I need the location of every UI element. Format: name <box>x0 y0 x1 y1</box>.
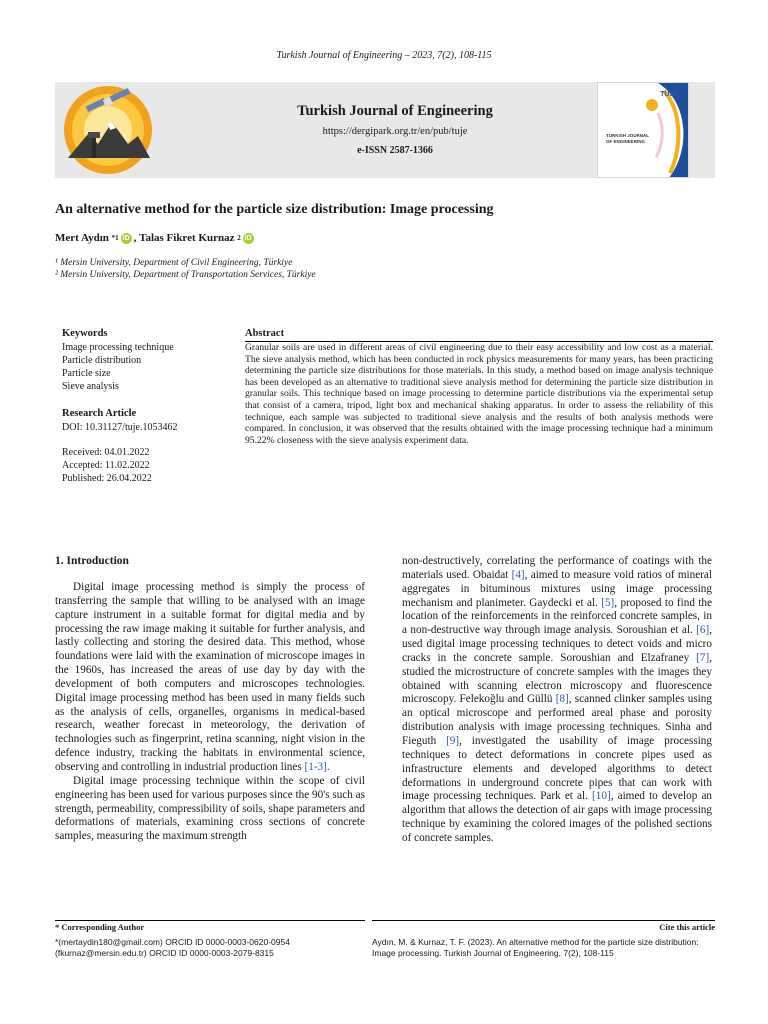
paragraph-text: , aimed to develop an algorithm that allows the detection of air gaps with image processing technique by examining the colored images of the polished sections of concrete samples. <box>402 790 713 844</box>
abstract-heading: Abstract <box>245 328 285 339</box>
citation-link[interactable]: [6] <box>696 624 710 637</box>
keyword-item: Particle size <box>62 368 111 379</box>
paragraph-text: Digital image processing method is simply the process of transferring the sample that willing to be analysed with an image capture instrument in a suitable format for digital media and by processing the raw image making it suitable for further analysis, and lastly collecting and storing the desired data. This method, whose foundations were laid with the examination of microscope images in the 1960s, has increased the areas of use day by day with the development of both computers and microscopes technologies. Digital image processing method has been used in many fields such as the analysis of cells, organelles, organisms in medical-based research, weather forecast in meteorology, the derivation of technologies such as fingerprint, retina scanning, night vision in the defence industry, tracking the habitats in environmental science, observing and controlling in industrial production lines <box>55 581 365 773</box>
author-name: Talas Fikret Kurnaz <box>139 232 235 244</box>
keyword-item: Particle distribution <box>62 355 142 366</box>
citation-link[interactable]: [4] <box>511 568 525 581</box>
citation-link[interactable]: [5] <box>601 596 615 609</box>
paragraph-text: , used digital image processing techniques to detect voids and micro cracks in the concrete sample. Soroushian and Elzafraney <box>402 624 712 664</box>
affiliation: ² Mersin University, Department of Transportation Services, Türkiye <box>55 270 316 280</box>
published-date: Published: 26.04.2022 <box>62 473 152 484</box>
abstract-text: Granular soils are used in different areas of civil engineering due to their easy accessibility and low cost as a material. The sieve analysis method, which has been conducted in rock physics measurements for many years, has been practicing determining the particle size distributions for those materials. In this study, a method based on image analysis technique has been developed as an alternative to traditional sieve analysis method for determining the particle size distribution in granular soils. This technique based on image processing to determine particle distributions via the experimental setup that consist of a camera, tripod, light box and mechanical shaking apparatus. In order to assess the reliability of this technique, each sample was subjected to traditional sieve analysis and the results of both analysis methods were compared. In conclusion, it was observed that the results obtained with the image processing technique had a minimum 95.22% closeness with the sieve analysis experiment data. <box>245 342 713 446</box>
keyword-item: Image processing technique <box>62 342 174 353</box>
cover-brand: TUJE <box>660 91 678 98</box>
affiliation: ¹ Mersin University, Department of Civil Engineering, Türkiye <box>55 258 293 268</box>
footnote-divider <box>55 920 365 921</box>
citation-link[interactable]: [10] <box>592 790 611 803</box>
body-column-right <box>402 555 712 846</box>
article-doi[interactable]: DOI: 10.31127/tuje.1053462 <box>62 422 178 433</box>
paper-title: An alternative method for the particle size distribution: Image processing <box>55 202 494 217</box>
paragraph-text: . <box>326 760 330 773</box>
orcid-icon[interactable]: iD <box>122 234 130 242</box>
author-contact[interactable]: *(mertaydin180@gmail.com) ORCID ID 0000-0003-0620-0954 <box>55 937 290 947</box>
citation-link[interactable]: [1-3] <box>304 760 327 773</box>
paragraph-text: , studied the microstructure of concrete samples with the images they obtained with scanning electron microscopy and fluorescence microscopy. Felekoğlu and Güllü <box>402 651 712 706</box>
citation-link[interactable]: [8] <box>555 693 569 706</box>
paragraph-text: , scanned clinker samples using an optical microscope and performed areal phase and porosity distribution analysis with image processing techniques. Sinha and Fieguth <box>402 693 712 747</box>
body-paragraph: Digital image processing technique within the scope of civil engineering has been used for various purposes since the 90's such as strength, permeability, compressibility of soils, shape parameters and deformations of materials, examining cross sections of concrete samples, measuring the maximum strength <box>55 774 365 843</box>
body-column-left <box>55 581 365 844</box>
article-type: Research Article <box>62 408 137 419</box>
journal-issn: e-ISSN 2587-1366 <box>357 145 433 156</box>
journal-logo <box>62 84 154 176</box>
paragraph-text: , aimed to measure void ratios of mineral aggregates in bituminous mixtures using image processing mechanism and planimeter. Gaydecki et al. <box>402 568 712 609</box>
cite-this-article-heading: Cite this article <box>659 922 715 932</box>
journal-url[interactable]: https://dergipark.org.tr/en/pub/tuje <box>322 126 468 137</box>
author-list <box>55 232 256 244</box>
section-heading-introduction: 1. Introduction <box>55 555 129 567</box>
corresponding-author-label: * Corresponding Author <box>55 922 145 932</box>
author-superscript: 2 <box>237 234 241 242</box>
accepted-date: Accepted: 11.02.2022 <box>62 460 150 471</box>
journal-cover-thumbnail <box>597 82 689 178</box>
author-contact[interactable]: (fkurnaz@mersin.edu.tr) ORCID ID 0000-0003-2079-8315 <box>55 948 274 958</box>
paragraph-text: non-destructively, correlating the performance of coatings with the materials used. Obaidat <box>402 555 712 581</box>
author-separator: , <box>133 232 140 244</box>
journal-title: Turkish Journal of Engineering <box>297 103 493 119</box>
paragraph-text: , proposed to find the location of the reinforcements in the reinforced concrete samples, in a non-destructive way through image analysis. Soroushian et al. <box>402 596 712 637</box>
orcid-icon[interactable]: iD <box>244 234 252 242</box>
citation-link[interactable]: [7] <box>696 651 710 664</box>
citation-link[interactable]: [9] <box>446 734 460 747</box>
keywords-heading: Keywords <box>62 328 108 339</box>
author-superscript: *1 <box>111 234 119 242</box>
body-paragraph <box>55 581 365 775</box>
keyword-item: Sieve analysis <box>62 381 119 392</box>
received-date: Received: 04.01.2022 <box>62 447 150 458</box>
running-head: Turkish Journal of Engineering – 2023, 7(2), 108-115 <box>276 50 492 61</box>
author-name: Mert Aydın <box>55 232 109 244</box>
citation-divider <box>372 920 715 921</box>
body-paragraph <box>402 555 712 846</box>
cover-title: TURKISH JOURNAL OF ENGINEERING <box>606 133 649 144</box>
citation-text: Aydın, M. & Kurnaz, T. F. (2023). An alternative method for the particle size distribution: Image processing. Turkish Journal of Engineering, 7(2), 108-115 <box>372 937 699 958</box>
paragraph-text: , investigated the usability of image processing techniques to detect deformations in concrete pipes used as infrastructure elements and developed algorithms to detect deformations in underground concrete pipes that can work with image processing techniques. Park et al. <box>402 734 712 803</box>
